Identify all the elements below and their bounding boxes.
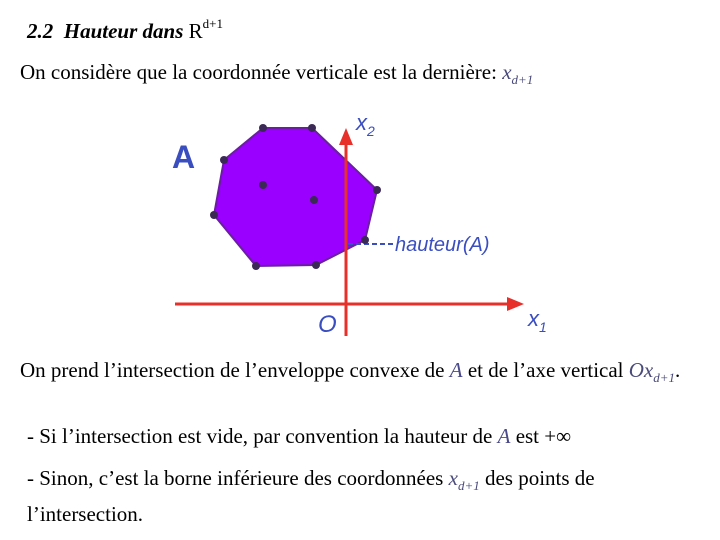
coordinate-ref: $x_{d+1}$ xyxy=(448,466,480,494)
point xyxy=(312,261,320,269)
point xyxy=(220,156,228,164)
intro-line xyxy=(20,60,533,88)
section-number: 2.2 xyxy=(27,19,54,43)
height-label: hauteur(A) xyxy=(395,234,490,256)
section-heading: Hauteur dans xyxy=(63,19,184,43)
point xyxy=(373,186,381,194)
point xyxy=(210,211,218,219)
set-label-a: A xyxy=(172,139,196,175)
set-a-ref: A xyxy=(497,424,511,448)
bullet-else-case: - Sinon, c’est la borne inférieure des coordonnées $x_{d+1}$ des points de l’intersection. xyxy=(27,466,595,527)
intro-text: On considère que la coordonnée verticale est la dernière: xyxy=(20,60,503,84)
point xyxy=(308,124,316,132)
convex-polygon-a xyxy=(214,128,377,266)
height-diagram xyxy=(160,100,560,345)
point xyxy=(361,236,369,244)
point xyxy=(259,181,267,189)
space-symbol: R xyxy=(188,19,203,43)
x-axis-label: $x_1$ xyxy=(528,306,547,335)
section-title xyxy=(27,16,223,44)
axis-ref: $Ox_{d+1}$ xyxy=(628,358,676,386)
x-axis-arrowhead xyxy=(507,297,524,311)
infinity-symbol: ∞ xyxy=(556,424,572,448)
point xyxy=(259,124,267,132)
y-axis-label: $x_2$ xyxy=(356,110,375,139)
point xyxy=(310,196,318,204)
intersection-paragraph: On prend l’intersection de l’enveloppe convexe de A et de l’axe vertical $Ox_{d+1}$. xyxy=(20,358,681,386)
intro-variable: $x_{d+1}$ xyxy=(502,60,534,88)
bullet-empty-case: - Si l’intersection est vide, par convention la hauteur de A est +∞ xyxy=(27,424,572,448)
space-superscript: d+1 xyxy=(202,16,223,31)
set-a-ref: A xyxy=(449,358,463,382)
y-axis-arrowhead xyxy=(339,128,353,145)
point xyxy=(252,262,260,270)
origin-label: O xyxy=(318,311,337,338)
